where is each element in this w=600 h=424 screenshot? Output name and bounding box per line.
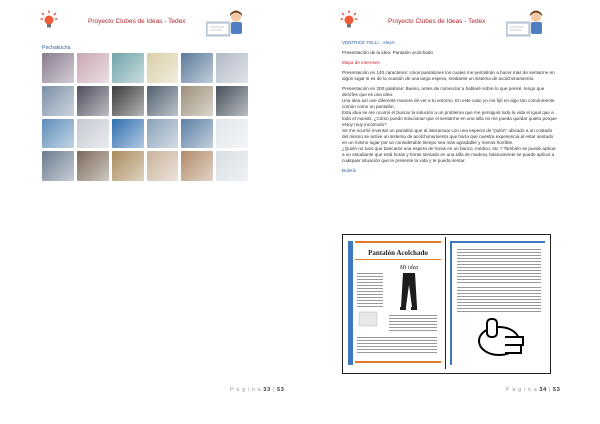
pechakucha-image — [77, 86, 109, 116]
pechakucha-image — [112, 86, 144, 116]
pechakucha-image — [181, 119, 213, 149]
student-avatar-icon — [506, 8, 546, 38]
presentation-140: Presentación en 140 caracteres: Unos pantalones los cuales me permitirán a hacer más de sentarme en algún lugar si es de la ocasión de una larga espera, mediante un sistema de acolchonamiento. — [342, 70, 555, 81]
bulletin-subtitle: Mi idea — [399, 265, 419, 271]
lightbulb-icon — [340, 10, 358, 30]
presentation-200-part: Esta idea se me ocurrió el buscar la solución a un problema que me persiguió toda la vida el igual que a todo el mundo: ¿Cómo puedo solucionar que el sentarme en una silla no me pueda quedar quieto porque estoy muy incómodo? — [342, 110, 557, 127]
pechakucha-image — [147, 53, 179, 83]
pechakucha-image — [42, 151, 74, 181]
bulletin-back-page — [447, 237, 548, 369]
pechakucha-image — [77, 53, 109, 83]
map-title: Mapa de intereses — [342, 60, 380, 65]
lightbulb-icon — [40, 10, 58, 30]
bulletin-front-page — [345, 237, 446, 369]
page-footer: P á g i n a 34 | 53 — [506, 387, 561, 393]
pechakucha-image — [216, 119, 248, 149]
pechakucha-image — [112, 119, 144, 149]
pechakucha-image — [42, 86, 74, 116]
pechakucha-image — [112, 53, 144, 83]
pechakucha-image — [147, 86, 179, 116]
thumbs-up-icon — [479, 319, 523, 355]
presentation-200: Presentación en 200 palabras: Bueno, antes de comenzar a hablaré sobre lo que pensé, tengo que decirles que es una idea. — [342, 86, 545, 97]
student-avatar-icon — [206, 8, 246, 38]
page-footer: P á g i n a 33 | 53 — [230, 387, 285, 393]
bulletin-title: Pantalón Acolchado — [368, 249, 428, 257]
pechakucha-image — [42, 119, 74, 149]
pechakucha-image — [147, 119, 179, 149]
bulletin-back-illustration — [447, 237, 548, 369]
header-title: Proyecto Clubes de Ideas - Tedex — [388, 18, 486, 25]
presentation-200-part: Una idea así une diferente manera de ver a tu entorno. En este caso yo me fijé en algo tan comúnmente común como un pantalón. — [342, 98, 555, 109]
presentation-200-part: Se me ocurrió inventar un pantalón que al interactuar con una especie de "pulón" ubicado a un costado del mismo se active un sistema de acolchonamiento que haría que nuestra experiencia al estar sentado en un mismo lugar por un considerable tiempo sea más agradable y menos horrible. — [342, 128, 554, 145]
idea-line: Presentación de la idea: Pantalón acolchado — [342, 50, 433, 55]
pechakucha-image — [112, 151, 144, 181]
bulletin-front-illustration — [345, 237, 445, 369]
pechakucha-image — [181, 151, 213, 181]
pechakucha-image — [181, 53, 213, 83]
pechakucha-image — [181, 86, 213, 116]
right-page — [300, 0, 600, 424]
pechakucha-image — [77, 119, 109, 149]
presentation-200-part: ¿Quién no tuvo que bancarse una espera de horas en un banco, médico, etc.? También se puede aplicar a un estudiante que está horas y horas sentado en una silla de madera, básicamente se puede aplicar a cualquier situación que te presente la vida y te pueda sentar. — [342, 146, 556, 163]
pechakucha-image — [216, 151, 248, 181]
bulletin-label: Boletín — [342, 168, 357, 173]
author-line: VENTRICE TELLI : Alexis — [342, 40, 395, 45]
idea-content — [342, 40, 558, 178]
pechakucha-image — [216, 53, 248, 83]
pechakucha-image — [42, 53, 74, 83]
header-title: Proyecto Clubes de Ideas - Tedex — [88, 18, 186, 25]
pechakucha-image — [216, 86, 248, 116]
pechakucha-grid — [42, 53, 248, 181]
section-label: Pechakucha — [42, 45, 71, 51]
bulletin-image — [342, 234, 551, 374]
pechakucha-image — [147, 151, 179, 181]
pechakucha-image — [77, 151, 109, 181]
